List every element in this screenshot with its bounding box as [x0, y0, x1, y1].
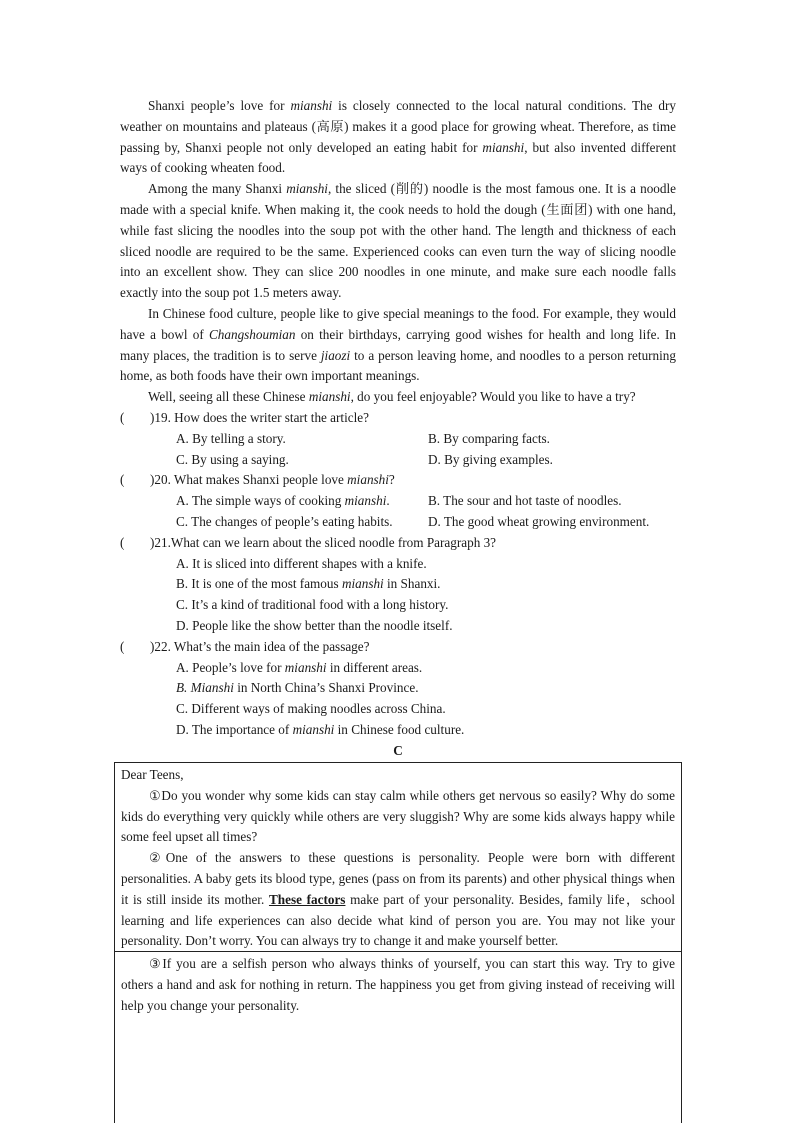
underlined-phrase: These factors — [268, 891, 346, 907]
option-a: A. It is sliced into different shapes with a knife. — [176, 555, 427, 571]
letter-paragraph-3: ③If you are a selfish person who always thinks of yourself, you can start this way. Try to give others a hand and ask for nothing in return. The happiness you get from giving instead of receiving will help you change your personality. — [121, 956, 675, 1013]
option-d: D. People like the show better than the noodle itself. — [176, 617, 453, 633]
question-21 — [120, 533, 676, 637]
answer-blank[interactable]: ( — [120, 472, 125, 488]
passage-b-paragraph-4: Well, seeing all these Chinese mianshi, do you feel enjoyable? Would you like to have a try? — [148, 389, 636, 405]
question-stem: )20. What makes Shanxi people love mianshi? — [150, 472, 395, 488]
option-b: B. By comparing facts. — [428, 430, 550, 446]
option-c: C. Different ways of making noodles across China. — [176, 701, 446, 717]
option-d: D. The good wheat growing environment. — [428, 513, 650, 529]
answer-blank[interactable]: ( — [120, 638, 125, 654]
option-c: C. By using a saying. — [176, 451, 289, 467]
letter-paragraph-2: ②One of the answers to these questions is personality. People were born with different personalities. A baby gets its blood type, genes (pass on from its parents) and other physical things when it is still inside its mother. These factors make part of your personality. Besides, family life，school learning and life experiences can also decide what kind of person you are. You may not like your personality. Don’t worry. You can always try to change it and make yourself better. — [121, 850, 675, 949]
option-b: B. It is one of the most famous mianshi in Shanxi. — [176, 576, 441, 592]
letter-box-1 — [114, 762, 682, 952]
option-a: A. People’s love for mianshi in different areas. — [176, 659, 423, 675]
question-stem: )22. What’s the main idea of the passage? — [150, 638, 370, 654]
letter-greeting: Dear Teens, — [121, 767, 184, 782]
passage-b-paragraph-2: Among the many Shanxi mianshi, the sliced (削的) noodle is the most famous one. It is a noodle made with a special knife. When making it, the cook needs to hold the dough (生面团) with one hand, while fast slicing the noodles into the soup pot with the other hand. The length and thickness of each sliced noodle are required to be the same. Experienced cooks can even turn the way of slicing noodle into an excellent show. They can slice 200 noodles in one minute, and make sure each noodle falls exactly into the soup pot 1.5 meters away. — [120, 181, 676, 301]
question-stem: )19. How does the writer start the article? — [150, 409, 369, 425]
option-d: D. By giving examples. — [428, 451, 553, 467]
answer-blank[interactable]: ( — [120, 534, 125, 550]
section-label-c: C — [393, 742, 403, 758]
passage-b-paragraph-1: Shanxi people’s love for mianshi is closely connected to the local natural conditions. The dry weather on mountains and plateaus (高原) makes it a good place for growing wheat. Therefore, as time passing by, Shanxi people not only developed an eating habit for mianshi, but also invented different ways of cooking wheaten food. — [120, 98, 676, 176]
option-a: A. The simple ways of cooking mianshi. — [176, 493, 390, 509]
question-19 — [120, 408, 676, 470]
option-d: D. The importance of mianshi in Chinese food culture. — [176, 721, 465, 737]
question-20 — [120, 470, 676, 532]
letter-box-2 — [114, 951, 682, 1123]
option-c: C. The changes of people’s eating habits. — [176, 513, 393, 529]
letter-paragraph-1: ①Do you wonder why some kids can stay calm while others get nervous so easily? Why do some kids do everything very quickly while others are very sluggish? Why are some kids always happy while some feel upset all times? — [121, 787, 675, 845]
option-c: C. It’s a kind of traditional food with a long history. — [176, 597, 449, 613]
answer-blank[interactable]: ( — [120, 409, 125, 425]
option-a: A. By telling a story. — [176, 430, 286, 446]
question-22 — [120, 637, 676, 741]
passage-b-paragraph-3: In Chinese food culture, people like to give special meanings to the food. For example, they would have a bowl of Changshoumian on their birthdays, carrying good wishes for health and long life. In many places, the tradition is to serve jiaozi to a person leaving home, and noodles to a person returning home, as both foods have their own important meanings. — [120, 305, 676, 384]
option-b: B. Mianshi in North China’s Shanxi Province. — [176, 680, 419, 696]
question-stem: )21.What can we learn about the sliced noodle from Paragraph 3? — [150, 534, 497, 550]
passage-b — [120, 96, 676, 761]
option-b: B. The sour and hot taste of noodles. — [428, 493, 622, 509]
